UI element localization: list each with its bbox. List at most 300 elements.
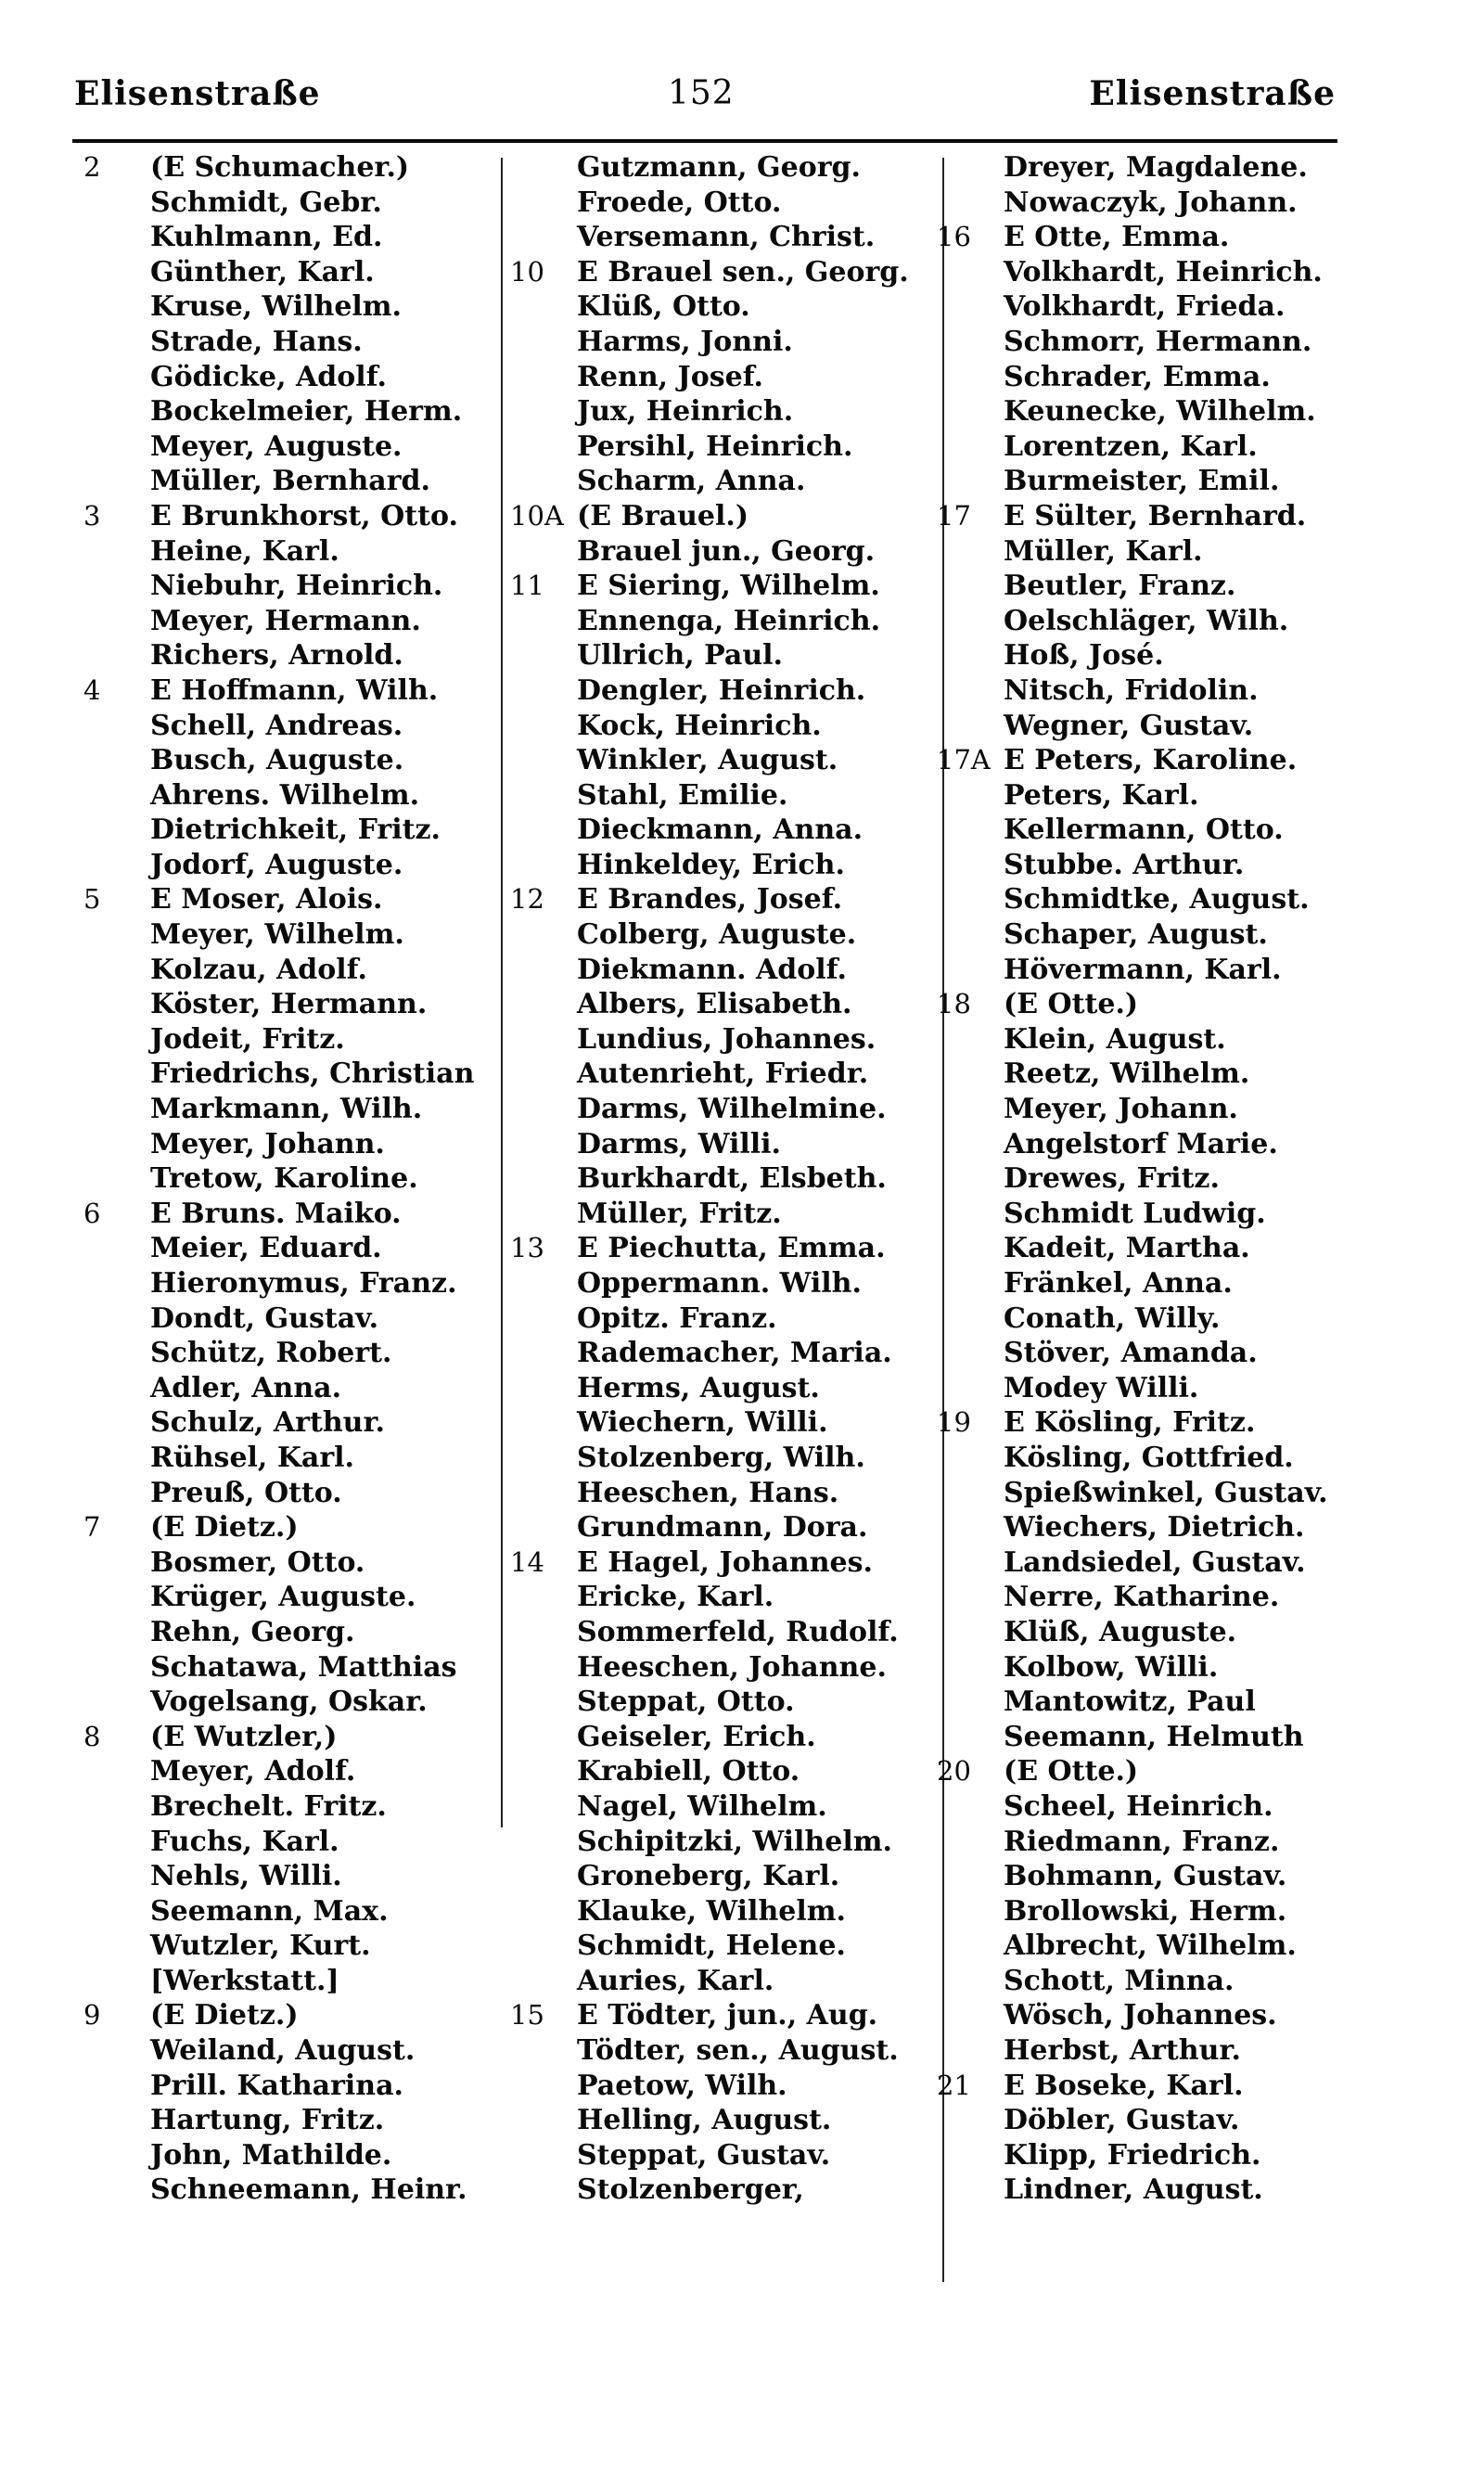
directory-entry bbox=[510, 1197, 946, 1232]
directory-entry bbox=[510, 464, 946, 499]
directory-entry bbox=[510, 1336, 946, 1371]
directory-entry bbox=[83, 1964, 510, 1999]
resident-name: Krüger, Auguste. bbox=[150, 1581, 416, 1614]
directory-entry bbox=[83, 569, 510, 604]
directory-entry bbox=[83, 2103, 510, 2138]
directory-entry bbox=[937, 1789, 1373, 1825]
resident-name: Meyer, Auguste. bbox=[150, 429, 403, 463]
directory-entry bbox=[510, 325, 946, 360]
resident-name: Preuß, Otto. bbox=[150, 1476, 342, 1509]
directory-entry bbox=[937, 1615, 1373, 1650]
resident-name: Heine, Karl. bbox=[150, 534, 339, 568]
resident-name: Schütz, Robert. bbox=[150, 1337, 392, 1370]
house-number: 20 bbox=[937, 1755, 971, 1788]
directory-entry bbox=[937, 499, 1373, 534]
directory-entry bbox=[510, 1789, 946, 1825]
resident-name: Jux, Heinrich. bbox=[577, 395, 794, 429]
directory-entry bbox=[937, 255, 1373, 290]
directory-entry bbox=[937, 1998, 1373, 2033]
resident-name: Kolzau, Adolf. bbox=[150, 953, 367, 986]
directory-entry bbox=[510, 150, 946, 186]
resident-name: Ahrens. Wilhelm. bbox=[150, 778, 420, 812]
resident-name: Klauke, Wilhelm. bbox=[577, 1894, 846, 1928]
directory-entry bbox=[510, 813, 946, 848]
resident-name: Dietrichkeit, Fritz. bbox=[150, 814, 441, 847]
resident-name: E Tödter, jun., Aug. bbox=[577, 1999, 878, 2032]
directory-entry bbox=[510, 220, 946, 255]
resident-name: Seemann, Max. bbox=[150, 1894, 389, 1928]
directory-entry bbox=[937, 534, 1373, 570]
directory-entry bbox=[83, 673, 510, 709]
resident-name: Meyer, Johann. bbox=[1004, 1093, 1238, 1126]
resident-name: Wiechers, Dietrich. bbox=[1004, 1511, 1305, 1545]
directory-entry bbox=[937, 638, 1373, 673]
resident-name: Conath, Willy. bbox=[1004, 1301, 1221, 1335]
resident-name: Schmorr, Hermann. bbox=[1004, 325, 1312, 358]
resident-name: Kösling, Gottfried. bbox=[1004, 1441, 1294, 1474]
directory-entry bbox=[937, 394, 1373, 429]
resident-name: Nitsch, Fridolin. bbox=[1004, 673, 1259, 707]
directory-entry bbox=[83, 1754, 510, 1789]
directory-entry bbox=[937, 1685, 1373, 1720]
resident-name: Grundmann, Dora. bbox=[577, 1511, 868, 1545]
resident-name: Ennenga, Heinrich. bbox=[577, 604, 881, 637]
directory-entry bbox=[937, 1022, 1373, 1058]
directory-entry bbox=[83, 882, 510, 917]
directory-entry bbox=[83, 1685, 510, 1720]
directory-entry bbox=[83, 394, 510, 429]
resident-name: Drewes, Fritz. bbox=[1004, 1162, 1220, 1196]
directory-entry bbox=[510, 2103, 946, 2138]
directory-entry bbox=[83, 604, 510, 639]
directory-entry bbox=[937, 2173, 1373, 2208]
resident-name: Stöver, Amanda. bbox=[1004, 1337, 1258, 1370]
resident-name: Prill. Katharina. bbox=[150, 2069, 403, 2102]
directory-entry bbox=[83, 360, 510, 395]
resident-name: Köster, Hermann. bbox=[150, 988, 428, 1021]
house-number: 18 bbox=[937, 988, 971, 1020]
resident-name: Richers, Arnold. bbox=[150, 639, 403, 673]
directory-entry bbox=[510, 186, 946, 221]
directory-entry bbox=[937, 953, 1373, 988]
directory-entry bbox=[510, 1650, 946, 1686]
resident-name: (E Dietz.) bbox=[150, 1511, 299, 1545]
resident-name: Meyer, Adolf. bbox=[150, 1755, 356, 1788]
directory-entry bbox=[510, 1092, 946, 1127]
directory-entry bbox=[83, 1161, 510, 1197]
directory-entry bbox=[510, 289, 946, 325]
directory-entry bbox=[937, 1510, 1373, 1545]
directory-entry bbox=[937, 1754, 1373, 1789]
directory-entry bbox=[83, 1998, 510, 2033]
resident-name: Klüß, Auguste. bbox=[1004, 1615, 1237, 1648]
directory-entry bbox=[510, 848, 946, 883]
resident-name: Rehn, Georg. bbox=[150, 1615, 355, 1648]
house-number: 9 bbox=[83, 1999, 101, 2032]
directory-entry bbox=[510, 1859, 946, 1894]
resident-name: E Moser, Alois. bbox=[150, 883, 383, 917]
resident-name: E Boseke, Karl. bbox=[1004, 2069, 1244, 2102]
directory-entry bbox=[83, 464, 510, 499]
resident-name: Paetow, Wilh. bbox=[577, 2069, 787, 2102]
directory-entry bbox=[937, 1266, 1373, 1301]
resident-name: Wiechern, Willi. bbox=[577, 1406, 828, 1440]
resident-name: (E Dietz.) bbox=[150, 1999, 299, 2032]
resident-name: Brechelt. Fritz. bbox=[150, 1789, 387, 1823]
directory-entry bbox=[83, 743, 510, 778]
directory-entry bbox=[510, 1929, 946, 1964]
resident-name: Müller, Bernhard. bbox=[150, 465, 430, 498]
directory-entry bbox=[510, 882, 946, 917]
resident-name: Wutzler, Kurt. bbox=[150, 1929, 371, 1963]
directory-entry bbox=[510, 2173, 946, 2208]
resident-name: Dieckmann, Anna. bbox=[577, 814, 864, 847]
resident-name: Darms, Willi. bbox=[577, 1127, 781, 1160]
directory-entry bbox=[83, 1371, 510, 1406]
resident-name: Nehls, Willi. bbox=[150, 1860, 342, 1893]
house-number: 5 bbox=[83, 883, 101, 916]
directory-entry bbox=[937, 1197, 1373, 1232]
directory-entry bbox=[937, 325, 1373, 360]
directory-entry bbox=[937, 1092, 1373, 1127]
resident-name: Vogelsang, Oskar. bbox=[150, 1686, 428, 1719]
resident-name: Hieronymus, Franz. bbox=[150, 1267, 457, 1300]
resident-name: Gutzmann, Georg. bbox=[577, 151, 861, 184]
resident-name: Colberg, Auguste. bbox=[577, 918, 857, 952]
directory-entry bbox=[510, 638, 946, 673]
resident-name: Döbler, Gustav. bbox=[1004, 2104, 1240, 2137]
resident-name: Kolbow, Willi. bbox=[1004, 1650, 1219, 1684]
directory-entry bbox=[937, 882, 1373, 917]
resident-name: Müller, Fritz. bbox=[577, 1197, 782, 1230]
house-number: 2 bbox=[83, 151, 101, 183]
resident-name: Burmeister, Emil. bbox=[1004, 465, 1280, 498]
house-number: 16 bbox=[937, 221, 971, 253]
resident-name: Schmidt, Helene. bbox=[577, 1929, 846, 1963]
directory-entry bbox=[510, 1476, 946, 1511]
directory-entry bbox=[83, 1929, 510, 1964]
directory-entry bbox=[83, 1720, 510, 1755]
directory-entry bbox=[510, 743, 946, 778]
resident-name: Froede, Otto. bbox=[577, 186, 782, 219]
directory-entry bbox=[83, 1545, 510, 1581]
resident-name: Hövermann, Karl. bbox=[1004, 953, 1282, 986]
directory-entry bbox=[83, 2033, 510, 2069]
house-number: 19 bbox=[937, 1406, 971, 1439]
resident-name: Scheel, Heinrich. bbox=[1004, 1789, 1273, 1823]
directory-entry bbox=[937, 813, 1373, 848]
directory-entry bbox=[83, 2069, 510, 2104]
directory-entry bbox=[83, 1266, 510, 1301]
resident-name: Rühsel, Karl. bbox=[150, 1441, 354, 1474]
directory-entry bbox=[83, 2173, 510, 2208]
directory-entry bbox=[510, 1894, 946, 1929]
directory-entry bbox=[83, 1022, 510, 1058]
resident-name: Volkhardt, Heinrich. bbox=[1004, 255, 1323, 288]
directory-entry bbox=[510, 1127, 946, 1162]
directory-entry bbox=[83, 917, 510, 953]
resident-name: Wegner, Gustav. bbox=[1004, 709, 1254, 742]
directory-entry bbox=[510, 604, 946, 639]
directory-entry bbox=[937, 1964, 1373, 1999]
directory-entry bbox=[83, 1057, 510, 1092]
resident-name: Meyer, Wilhelm. bbox=[150, 918, 404, 952]
directory-entry bbox=[510, 987, 946, 1022]
resident-name: Albrecht, Wilhelm. bbox=[1004, 1929, 1297, 1963]
house-number: 11 bbox=[510, 570, 544, 602]
directory-entry bbox=[937, 1545, 1373, 1581]
directory-entry bbox=[83, 1859, 510, 1894]
resident-name: Landsiedel, Gustav. bbox=[1004, 1545, 1306, 1579]
directory-entry bbox=[83, 848, 510, 883]
resident-name: Oppermann. Wilh. bbox=[577, 1267, 862, 1300]
resident-name: Busch, Auguste. bbox=[150, 744, 404, 777]
directory-entry bbox=[83, 1231, 510, 1266]
directory-entry bbox=[83, 429, 510, 465]
resident-name: Schell, Andreas. bbox=[150, 709, 403, 742]
directory-entry bbox=[83, 638, 510, 673]
resident-name: Keunecke, Wilhelm. bbox=[1004, 395, 1316, 429]
house-number: 17A bbox=[937, 744, 991, 776]
resident-name: E Hoffmann, Wilh. bbox=[150, 673, 439, 707]
resident-name: Kruse, Wilhelm. bbox=[150, 290, 402, 324]
resident-name: Wösch, Johannes. bbox=[1004, 1999, 1277, 2032]
directory-entry bbox=[83, 778, 510, 814]
resident-name: Schott, Minna. bbox=[1004, 1964, 1235, 1997]
directory-entry bbox=[83, 2138, 510, 2173]
resident-name: Meyer, Johann. bbox=[150, 1127, 385, 1160]
resident-name: E Sülter, Bernhard. bbox=[1004, 499, 1307, 532]
resident-name: Schmidtke, August. bbox=[1004, 883, 1310, 917]
directory-entry bbox=[83, 953, 510, 988]
directory-entry bbox=[510, 1685, 946, 1720]
house-number: 12 bbox=[510, 883, 544, 916]
directory-entry bbox=[937, 1161, 1373, 1197]
resident-name: Dreyer, Magdalene. bbox=[1004, 151, 1308, 184]
resident-name: Jodorf, Auguste. bbox=[150, 848, 403, 881]
directory-entry bbox=[510, 953, 946, 988]
directory-entry bbox=[937, 1127, 1373, 1162]
resident-name: Opitz. Franz. bbox=[577, 1301, 777, 1335]
directory-entry bbox=[510, 534, 946, 570]
resident-name: (E Brauel.) bbox=[577, 499, 749, 532]
directory-entry bbox=[83, 1405, 510, 1441]
resident-name: Lundius, Johannes. bbox=[577, 1022, 876, 1056]
resident-name: Darms, Wilhelmine. bbox=[577, 1093, 887, 1126]
resident-name: Harms, Jonni. bbox=[577, 325, 793, 358]
resident-name: Spießwinkel, Gustav. bbox=[1004, 1476, 1328, 1509]
directory-entry bbox=[937, 1720, 1373, 1755]
resident-name: Weiland, August. bbox=[150, 2034, 416, 2068]
directory-entry bbox=[510, 1301, 946, 1337]
directory-entry bbox=[937, 1231, 1373, 1266]
directory-entry bbox=[510, 1754, 946, 1789]
resident-name: Heeschen, Hans. bbox=[577, 1476, 839, 1509]
house-number: 14 bbox=[510, 1545, 544, 1578]
directory-entry bbox=[83, 1301, 510, 1337]
directory-entry bbox=[83, 709, 510, 744]
resident-name: Burkhardt, Elsbeth. bbox=[577, 1162, 887, 1196]
directory-entry bbox=[83, 1615, 510, 1650]
directory-entry bbox=[83, 1197, 510, 1232]
directory-entry bbox=[510, 2033, 946, 2069]
directory-entry bbox=[937, 1929, 1373, 1964]
resident-name: E Peters, Karoline. bbox=[1004, 744, 1298, 777]
directory-entry bbox=[937, 604, 1373, 639]
resident-name: Seemann, Helmuth bbox=[1004, 1720, 1304, 1753]
resident-name: Fränkel, Anna. bbox=[1004, 1267, 1233, 1300]
directory-entry bbox=[510, 1998, 946, 2033]
directory-entry bbox=[510, 1441, 946, 1476]
directory-entry bbox=[83, 1092, 510, 1127]
resident-name: Jodeit, Fritz. bbox=[150, 1022, 345, 1056]
directory-entry bbox=[937, 1580, 1373, 1615]
directory-entry bbox=[937, 848, 1373, 883]
resident-name: Lorentzen, Karl. bbox=[1004, 429, 1258, 463]
resident-name: Lindner, August. bbox=[1004, 2173, 1263, 2207]
resident-name: Klipp, Friedrich. bbox=[1004, 2138, 1261, 2172]
resident-name: Brollowski, Herm. bbox=[1004, 1894, 1287, 1928]
page-header bbox=[74, 74, 1336, 130]
resident-name: Bosmer, Otto. bbox=[150, 1545, 365, 1579]
directory-entry bbox=[510, 1231, 946, 1266]
resident-name: Schrader, Emma. bbox=[1004, 360, 1271, 393]
directory-entry bbox=[510, 394, 946, 429]
directory-entry bbox=[83, 1580, 510, 1615]
resident-name: Steppat, Gustav. bbox=[577, 2138, 831, 2172]
resident-name: Reetz, Wilhelm. bbox=[1004, 1058, 1250, 1091]
directory-entry bbox=[510, 709, 946, 744]
directory-entry bbox=[510, 429, 946, 465]
directory-entry bbox=[937, 186, 1373, 221]
directory-entry bbox=[83, 289, 510, 325]
resident-name: Schaper, August. bbox=[1004, 918, 1268, 952]
resident-name: Nowaczyk, Johann. bbox=[1004, 186, 1298, 219]
directory-entry bbox=[510, 1825, 946, 1860]
directory-entry bbox=[937, 289, 1373, 325]
directory-entry bbox=[83, 220, 510, 255]
resident-name: Peters, Karl. bbox=[1004, 778, 1199, 812]
resident-name: E Brandes, Josef. bbox=[577, 883, 843, 917]
resident-name: Schipitzki, Wilhelm. bbox=[577, 1825, 892, 1858]
directory-entry bbox=[510, 1057, 946, 1092]
resident-name: Versemann, Christ. bbox=[577, 221, 876, 254]
house-number: 10A bbox=[510, 499, 564, 532]
resident-name: Markmann, Wilh. bbox=[150, 1093, 423, 1126]
house-number: 15 bbox=[510, 1999, 544, 2032]
directory-entry bbox=[510, 778, 946, 814]
directory-entry bbox=[937, 360, 1373, 395]
resident-name: Volkhardt, Frieda. bbox=[1004, 290, 1286, 324]
resident-name: Diekmann. Adolf. bbox=[577, 953, 847, 986]
directory-entry bbox=[937, 2033, 1373, 2069]
directory-entry bbox=[83, 255, 510, 290]
directory-entry bbox=[83, 987, 510, 1022]
house-number: 21 bbox=[937, 2069, 971, 2101]
resident-name: Hartung, Fritz. bbox=[150, 2104, 385, 2137]
directory-entry bbox=[83, 150, 510, 186]
resident-name: Hinkeldey, Erich. bbox=[577, 848, 845, 881]
house-number: 4 bbox=[83, 673, 101, 706]
directory-column-3 bbox=[937, 150, 1373, 2208]
resident-name: Sommerfeld, Rudolf. bbox=[577, 1615, 899, 1648]
directory-entry bbox=[83, 325, 510, 360]
directory-entry bbox=[83, 1510, 510, 1545]
resident-name: Tödter, sen., August. bbox=[577, 2034, 899, 2068]
directory-entry bbox=[83, 1825, 510, 1860]
resident-name: E Hagel, Johannes. bbox=[577, 1545, 873, 1579]
directory-entry bbox=[937, 1057, 1373, 1092]
resident-name: Herms, August. bbox=[577, 1371, 820, 1404]
house-number: 7 bbox=[83, 1511, 101, 1544]
directory-entry bbox=[510, 360, 946, 395]
resident-name: Tretow, Karoline. bbox=[150, 1162, 418, 1196]
resident-name: Helling, August. bbox=[577, 2104, 832, 2137]
house-number: 6 bbox=[83, 1197, 101, 1229]
resident-name: Renn, Josef. bbox=[577, 360, 763, 393]
resident-name: Meyer, Hermann. bbox=[150, 604, 421, 637]
resident-name: Beutler, Franz. bbox=[1004, 570, 1236, 603]
resident-name: Riedmann, Franz. bbox=[1004, 1825, 1280, 1858]
resident-name: Persihl, Heinrich. bbox=[577, 429, 853, 463]
directory-entry bbox=[937, 2138, 1373, 2173]
resident-name: Scharm, Anna. bbox=[577, 465, 806, 498]
header-rule bbox=[72, 139, 1337, 143]
resident-name: E Brauel sen., Georg. bbox=[577, 255, 909, 288]
directory-entry bbox=[510, 917, 946, 953]
directory-entry bbox=[83, 813, 510, 848]
directory-entry bbox=[937, 150, 1373, 186]
directory-entry bbox=[937, 429, 1373, 465]
resident-name: Heeschen, Johanne. bbox=[577, 1650, 887, 1684]
directory-entry bbox=[510, 1615, 946, 1650]
page-number: 152 bbox=[668, 74, 735, 112]
resident-name: Nerre, Katharine. bbox=[1004, 1581, 1280, 1614]
directory-entry bbox=[510, 1266, 946, 1301]
directory-entry bbox=[937, 987, 1373, 1022]
resident-name: Albers, Elisabeth. bbox=[577, 988, 852, 1021]
resident-name: Fuchs, Karl. bbox=[150, 1825, 339, 1858]
resident-name: (E Schumacher.) bbox=[150, 151, 410, 184]
directory-entry bbox=[510, 1510, 946, 1545]
resident-name: Steppat, Otto. bbox=[577, 1686, 795, 1719]
directory-entry bbox=[937, 1301, 1373, 1337]
resident-name: Krabiell, Otto. bbox=[577, 1755, 800, 1788]
resident-name: Kock, Heinrich. bbox=[577, 709, 822, 742]
resident-name: Auries, Karl. bbox=[577, 1964, 774, 1997]
directory-entry bbox=[937, 1476, 1373, 1511]
resident-name: Friedrichs, Christian bbox=[150, 1058, 475, 1091]
resident-name: Kuhlmann, Ed. bbox=[150, 221, 383, 254]
resident-name: (E Wutzler,) bbox=[150, 1720, 338, 1753]
resident-name: Schmidt, Gebr. bbox=[150, 186, 382, 219]
directory-entry bbox=[937, 1825, 1373, 1860]
resident-name: John, Mathilde. bbox=[150, 2138, 392, 2172]
resident-name: (E Otte.) bbox=[1004, 988, 1139, 1021]
directory-entry bbox=[83, 1441, 510, 1476]
resident-name: Rademacher, Maria. bbox=[577, 1337, 892, 1370]
directory-entry bbox=[510, 1720, 946, 1755]
resident-name: E Piechutta, Emma. bbox=[577, 1232, 886, 1265]
directory-entry bbox=[83, 1650, 510, 1686]
resident-name: Hoß, José. bbox=[1004, 639, 1164, 673]
resident-name: Kellermann, Otto. bbox=[1004, 814, 1284, 847]
resident-name: E Kösling, Fritz. bbox=[1004, 1406, 1256, 1440]
resident-name: Schmidt Ludwig. bbox=[1004, 1197, 1266, 1230]
street-title-left: Elisenstraße bbox=[74, 74, 321, 113]
resident-name: Adler, Anna. bbox=[150, 1371, 342, 1404]
directory-entry bbox=[937, 673, 1373, 709]
